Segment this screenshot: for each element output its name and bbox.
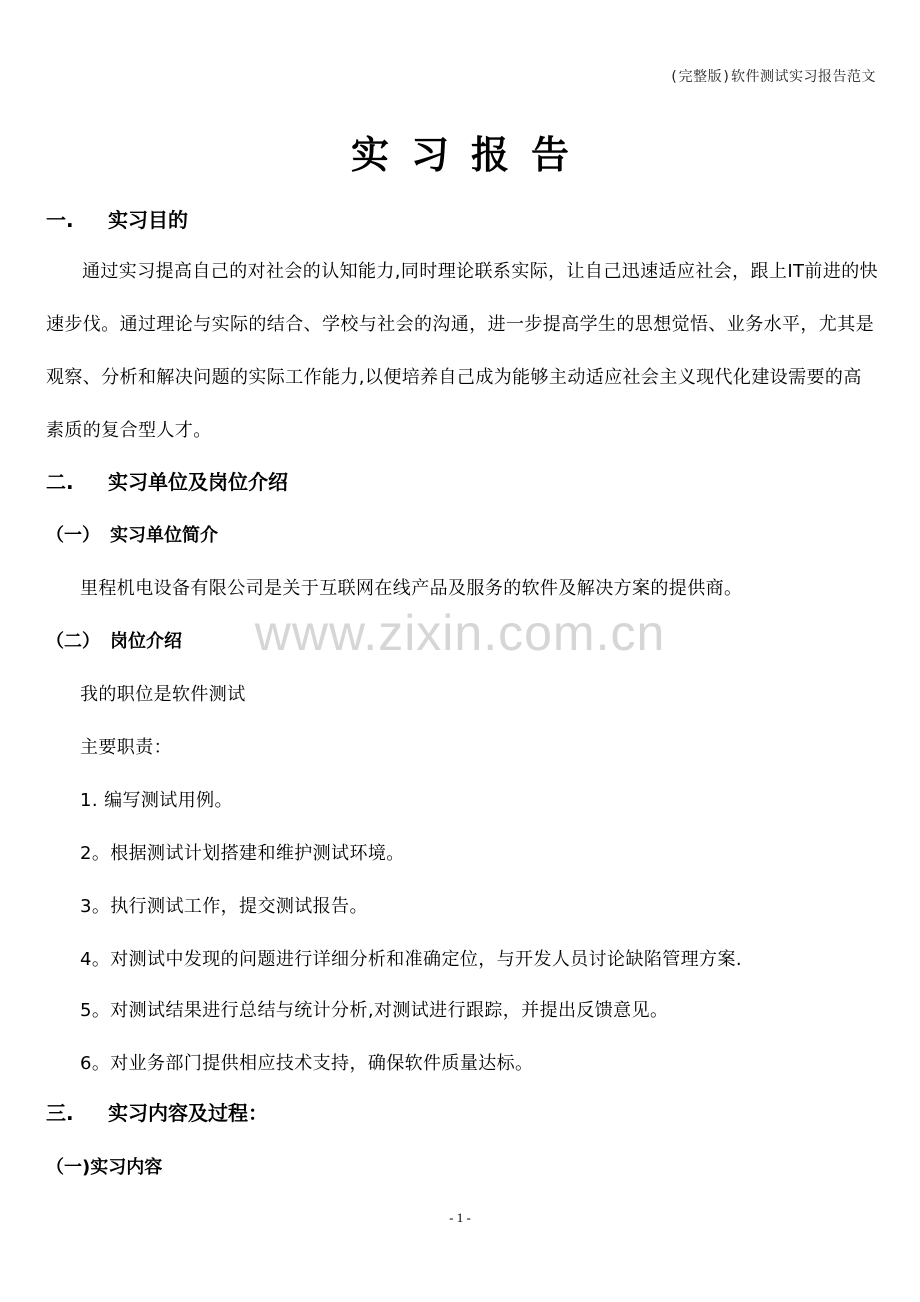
section-heading-3 [46, 1097, 268, 1126]
section-heading-1 [46, 204, 188, 233]
subsection-number: （二） [46, 631, 100, 652]
duty-item: 3。执行测试工作，提交测试报告。 [80, 896, 368, 917]
section-title: 实习内容及过程： [108, 1101, 268, 1125]
section-number: 一. [46, 208, 74, 232]
document-header-title: (完整版)软件测试实习报告范文 [669, 69, 876, 85]
section-title: 实习单位及岗位介绍 [108, 470, 288, 494]
watermark: www.zixin.com.cn [254, 605, 666, 661]
section-title: 实习目的 [108, 208, 188, 232]
subsection-heading-3-1: （一)实习内容 [46, 1157, 163, 1178]
section-1-paragraph: 通过实习提高自己的对社会的认知能力,同时理论联系实际，让自己迅速适应社会，跟上IT前进的快速步伐。通过理论与实际的结合、学校与社会的沟通，进一步提高学生的思想觉悟、业务水平，尤其是观察、分析和解决问题的实际工作能力,以便培养自己成为能够主动适应社会主义现代化建设需要的高素质的复合型人才。 [46, 261, 879, 441]
duties-label: 主要职责： [80, 737, 172, 758]
subsection-heading-2-1 [46, 521, 218, 547]
duty-item: 2。根据测试计划搭建和维护测试环境。 [80, 843, 405, 864]
section-number: 三. [46, 1101, 74, 1125]
page-number: - 1 - [449, 1210, 471, 1225]
duty-item: 4。对测试中发现的问题进行详细分析和准确定位，与开发人员讨论缺陷管理方案. [80, 949, 742, 970]
subsection-title: 实习单位简介 [110, 525, 218, 546]
subsection-title: 岗位介绍 [110, 631, 182, 652]
subsection-number: （一） [46, 525, 100, 546]
duty-item: 1. 编写测试用例。 [80, 790, 233, 811]
position-statement: 我的职位是软件测试 [80, 684, 246, 705]
subsection-heading-2-2 [46, 627, 182, 653]
duty-item: 6。对业务部门提供相应技术支持，确保软件质量达标。 [80, 1053, 534, 1074]
company-description: 里程机电设备有限公司是关于互联网在线产品及服务的软件及解决方案的提供商。 [80, 578, 743, 599]
page-title: 实习报告 [350, 133, 591, 177]
section-heading-2 [46, 466, 288, 495]
duty-item: 5。对测试结果进行总结与统计分析,对测试进行跟踪，并提出反馈意见。 [80, 1000, 669, 1021]
section-number: 二. [46, 470, 74, 494]
